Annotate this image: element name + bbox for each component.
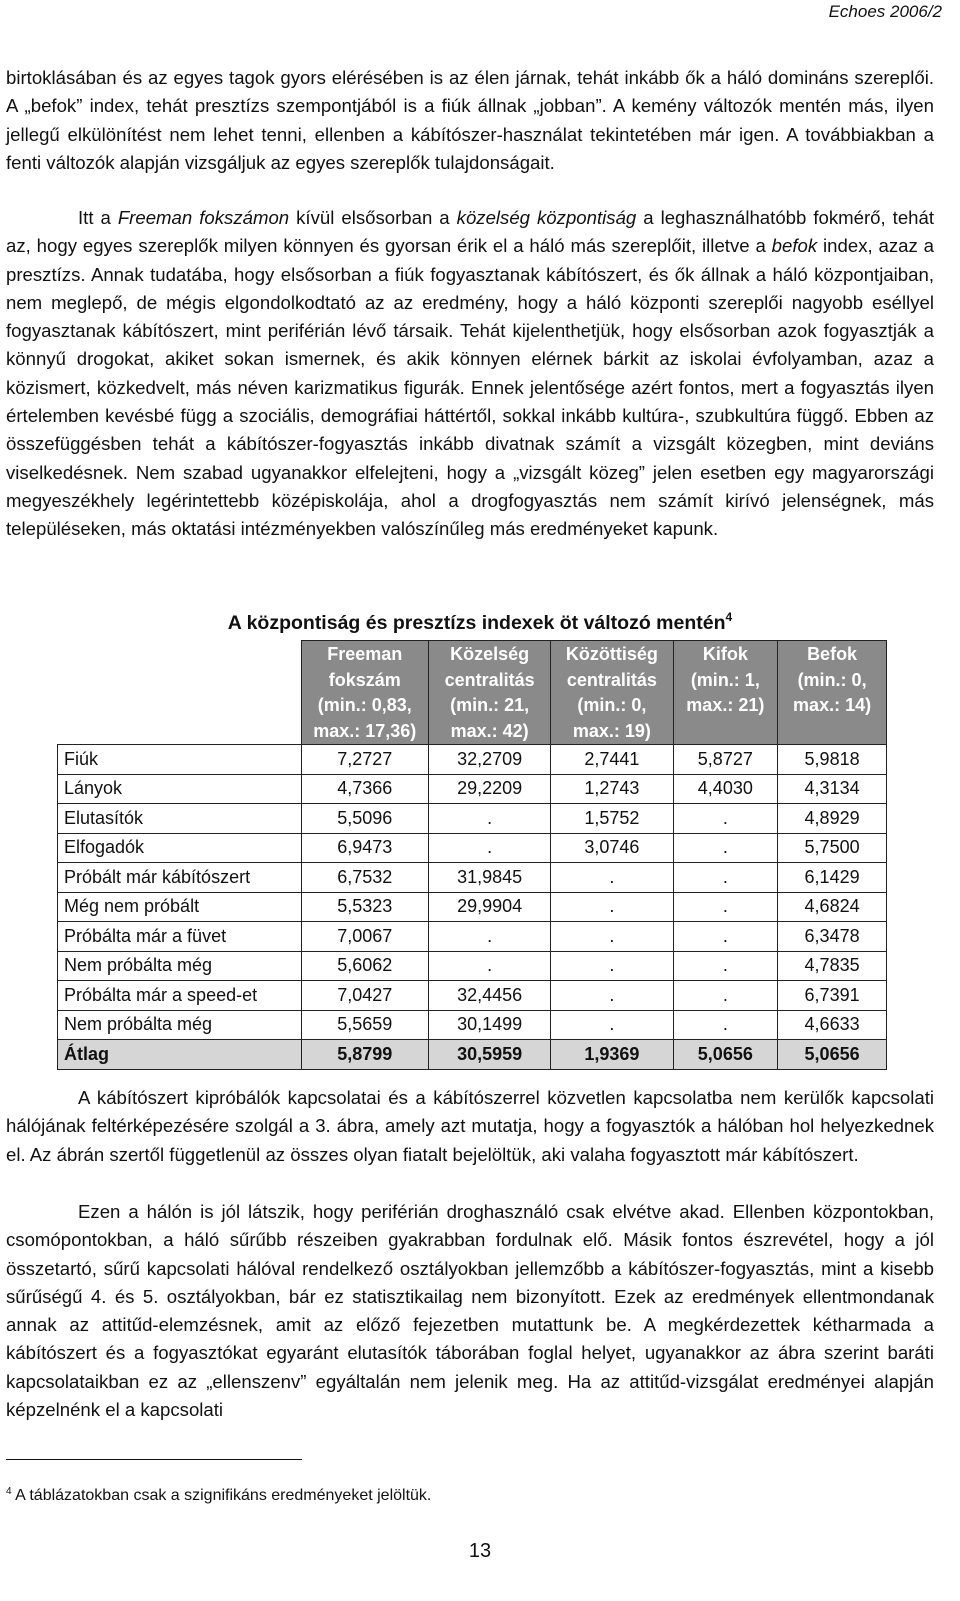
paragraph-3 (6, 1084, 934, 1169)
table-cell: 5,8799 (301, 1040, 428, 1070)
row-label: Nem próbálta még (58, 1010, 302, 1040)
row-label: Lányok (58, 774, 302, 804)
table-row (58, 951, 887, 981)
table-cell: 31,9845 (428, 863, 550, 893)
table-row (58, 774, 887, 804)
table-row (58, 1010, 887, 1040)
table-cell: 4,8929 (778, 804, 887, 834)
table-cell: . (673, 1010, 778, 1040)
footnote-mark: 4 (6, 1486, 12, 1497)
footnote-text: A táblázatokban csak a szignifikáns eredményeket jelöltük. (15, 1487, 432, 1504)
table-cell: . (673, 981, 778, 1011)
table-row (58, 804, 887, 834)
table-cell: . (428, 922, 550, 952)
table-row (58, 892, 887, 922)
row-label: Próbált már kábítószert (58, 863, 302, 893)
table-cell: 4,7366 (301, 774, 428, 804)
table-cell: 5,9818 (778, 745, 887, 775)
table-cell: . (673, 892, 778, 922)
journal-header: Echoes 2006/2 (828, 2, 942, 21)
paragraph-4 (6, 1198, 934, 1424)
paragraph-2-text-d: index, azaz a presztízs. Annak tudatába, hogy elsősorban a fiúk fogyasztanak kábítószert, és ők állnak a háló központjaiban, nem meglepő, de mégis elgondolkodtató az az eredmény, hogy a háló központi szereplői nagyobb eséllyel fogyasztanak kábítószert, mint periférián lévő társaik. Tehát kijelenthetjük, hogy elsősorban azok fogyasztják a könnyű drogokat, akiket sokan ismernek, és akik könnyen elérnek bárkit az iskolai évfolyamban, azaz a közismert, közkedvelt, más néven karizmatikus figurák. Ennek jelentősége azért fontos, mert a fogyasztás ilyen értelemben kevésbé függ a szociális, demográfiai háttértől, sokkal inkább kultúra-, szubkultúra függő. Ebben az összefüggésben tehát a kábítószer-fogyasztás inkább divatnak számít a vizsgált közegben, mint deviáns viselkedésnek. Nem szabad ugyanakkor elfelejteni, hogy a „vizsgált közeg” jelen esetben egy magyarországi megyeszékhely legérintettebb középiskolája, ahol a drogfogyasztás nem számít kirívó jelenségnek, más településeken, más oktatási intézményekben valószínűleg más eredményeket kapunk. (6, 235, 935, 540)
table-cell: . (551, 892, 673, 922)
row-label: Nem próbálta még (58, 951, 302, 981)
table-cell: . (428, 951, 550, 981)
table-cell: 30,1499 (428, 1010, 550, 1040)
table-cell: 4,3134 (778, 774, 887, 804)
paragraph-2-emphasis-3: befok (771, 235, 818, 257)
table-cell: 32,2709 (428, 745, 550, 775)
column-header: Közelség centralitás (min.: 21, max.: 42) (428, 641, 550, 745)
table-cell: 5,5096 (301, 804, 428, 834)
header-corner (58, 641, 302, 745)
table-row (58, 981, 887, 1011)
table-cell: 5,7500 (778, 833, 887, 863)
table-cell: 4,4030 (673, 774, 778, 804)
paragraph-4-text: Ezen a hálón is jól látszik, hogy periférián droghasználó csak elvétve akad. Ellenben központokban, csomópontokban, a háló sűrűbb részeiben gyakrabban fordulnak elő. Másik fontos észrevétel, hogy a jól összetartó, sűrű kapcsolati hálóval rendelkező osztályokban jellemzőbb a kábítószer-fogyasztás, mint a kisebb sűrűségű 4. és 5. osztályokban, bár ez statisztikailag nem bizonyított. Ezek az eredmények ellentmondanak annak az attitűd-elemzésnek, amit az előző fejezetben mutattunk be. A megkérdezettek kétharmada a kábítószert és a fogyasztókat egyaránt elutasítók táborában foglal helyet, ugyanakkor az ábra szerint baráti kapcsolataikban ez az „ellenszenv” egyáltalán nem jelenik meg. Ha az attitűd-vizsgálat eredményei alapján képzelnénk el a kapcsolati (6, 1201, 934, 1421)
table-cell: 1,2743 (551, 774, 673, 804)
table-cell: 1,5752 (551, 804, 673, 834)
paragraph-2 (6, 204, 934, 544)
table-cell: . (673, 863, 778, 893)
row-label: Próbálta már a füvet (58, 922, 302, 952)
centrality-table (57, 640, 887, 1070)
footnote-separator (6, 1459, 302, 1460)
table-cell: . (551, 1010, 673, 1040)
row-label: Elfogadók (58, 833, 302, 863)
table-cell: . (673, 833, 778, 863)
column-header: Befok (min.: 0, max.: 14) (778, 641, 887, 745)
column-header: Freeman fokszám (min.: 0,83, max.: 17,36) (301, 641, 428, 745)
table-cell: 5,5659 (301, 1010, 428, 1040)
table-cell: . (551, 951, 673, 981)
paragraph-2-emphasis-2: közelség központiság (456, 207, 637, 228)
paragraph-2-emphasis-1: Freeman fokszámon (117, 207, 290, 228)
footnote-reference: 4 (725, 610, 733, 624)
column-header: Kifok (min.: 1, max.: 21) (673, 641, 778, 745)
row-label: Még nem próbált (58, 892, 302, 922)
table-cell: . (428, 833, 550, 863)
table-cell: 4,7835 (778, 951, 887, 981)
table-cell: 6,3478 (778, 922, 887, 952)
table-cell: 5,0656 (778, 1040, 887, 1070)
table-title (0, 610, 960, 635)
table-cell: 6,7532 (301, 863, 428, 893)
table-header-row (58, 641, 887, 745)
table-cell: 29,9904 (428, 892, 550, 922)
table-cell: 7,0427 (301, 981, 428, 1011)
paragraph-1: birtoklásában és az egyes tagok gyors elérésében is az élen járnak, tehát inkább ők a háló domináns szereplői. A „befok” index, tehát presztízs szempontjából is a fiúk állnak „jobban”. A kemény változók mentén más, ilyen jellegű elkülönítést nem lehet tenni, ellenben a kábítószer-használat tekintetében már igen. A továbbiakban a fenti változók alapján vizsgáljuk az egyes szereplők tulajdonságait. (6, 67, 934, 173)
table-cell: 32,4456 (428, 981, 550, 1011)
table-cell: 7,0067 (301, 922, 428, 952)
row-label: Átlag (58, 1040, 302, 1070)
column-header: Közöttiség centralitás (min.: 0, max.: 19) (551, 641, 673, 745)
table-cell: 7,2727 (301, 745, 428, 775)
table-row (58, 745, 887, 775)
row-label: Elutasítók (58, 804, 302, 834)
table-row (58, 833, 887, 863)
table-row (58, 922, 887, 952)
table-cell: . (673, 922, 778, 952)
table-cell: 4,6633 (778, 1010, 887, 1040)
table-row (58, 863, 887, 893)
table-cell: 5,5323 (301, 892, 428, 922)
row-label: Fiúk (58, 745, 302, 775)
table-cell: 5,0656 (673, 1040, 778, 1070)
table-cell: 5,6062 (301, 951, 428, 981)
table-cell: 6,7391 (778, 981, 887, 1011)
page-number: 13 (468, 1540, 492, 1562)
table-cell: 5,8727 (673, 745, 778, 775)
table-cell: 29,2209 (428, 774, 550, 804)
table-cell: . (673, 951, 778, 981)
paragraph-3-text: A kábítószert kipróbálók kapcsolatai és a kábítószerrel közvetlen kapcsolatba nem kerülők kapcsolati hálójának feltérképezésére szolgál a 3. ábra, amely azt mutatja, hogy a fogyasztók a hálóban hol helyezkednek el. Az ábrán szertől függetlenül az összes olyan fiatalt bejelöltük, aki valaha fogyasztott már kábítószert. (6, 1087, 934, 1165)
table-cell: . (551, 922, 673, 952)
table-cell: 2,7441 (551, 745, 673, 775)
paragraph-2-text-c: a leghasználhatóbb fokmérő, tehát az, hogy egyes szereplők milyen könnyen és gyorsan érik el a háló más szereplőit, illetve a (6, 207, 935, 257)
footnote (6, 1486, 431, 1505)
table-title-text: A központiság és presztízs indexek öt változó mentén (227, 612, 726, 634)
table-cell: . (428, 804, 550, 834)
table-cell: 30,5959 (428, 1040, 550, 1070)
table-cell: 4,6824 (778, 892, 887, 922)
row-label: Próbálta már a speed-et (58, 981, 302, 1011)
table-cell: 6,9473 (301, 833, 428, 863)
table-cell: . (551, 981, 673, 1011)
table-cell: . (673, 804, 778, 834)
table-cell: 3,0746 (551, 833, 673, 863)
paragraph-2-text-a: Itt a (78, 207, 118, 228)
paragraph-2-text-b: kívül elsősorban a (289, 207, 457, 228)
table-cell: 6,1429 (778, 863, 887, 893)
average-row (58, 1040, 887, 1070)
table-cell: . (551, 863, 673, 893)
table-cell: 1,9369 (551, 1040, 673, 1070)
